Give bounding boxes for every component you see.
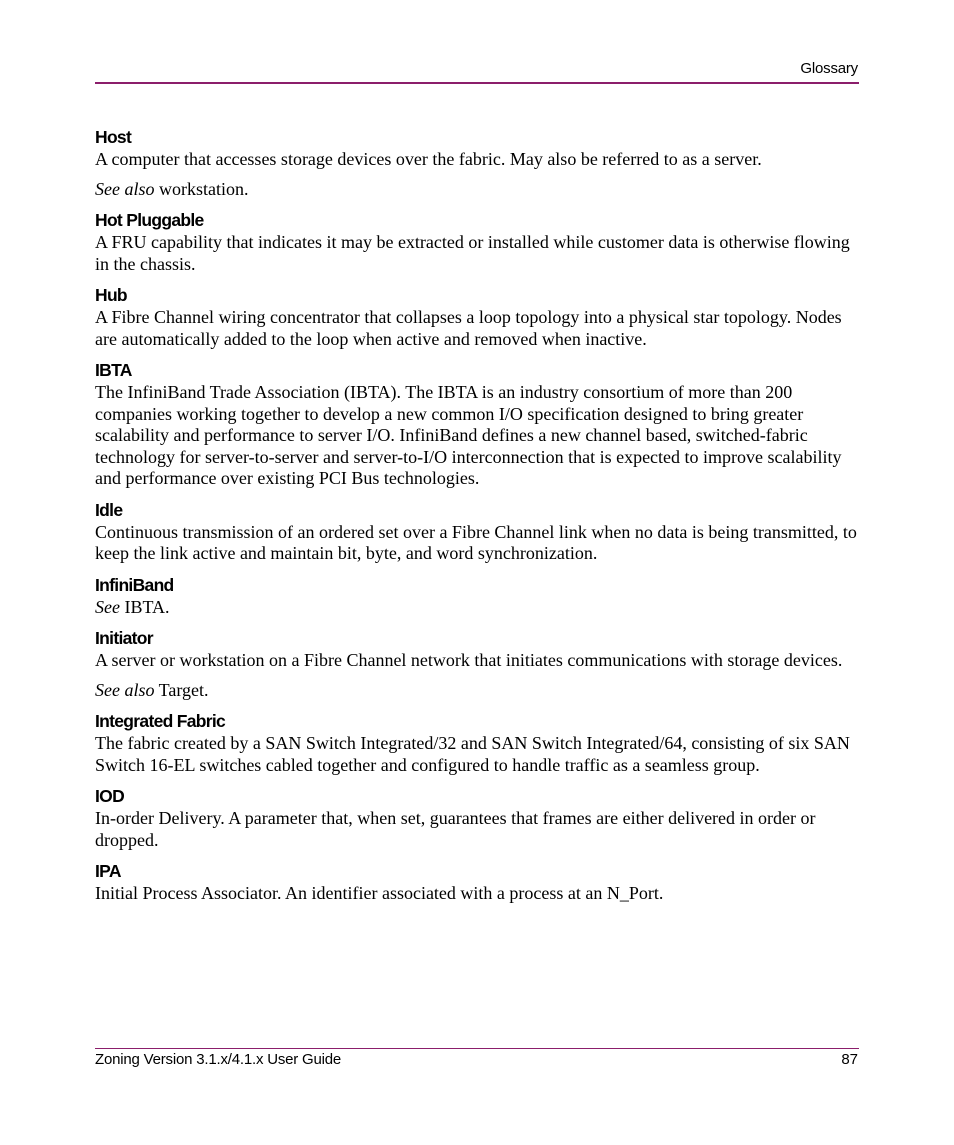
definition-text: The fabric created by a SAN Switch Integrated/32 and SAN Switch Integrated/64, consisting of six SAN Switch 16-EL switches cabled together and configured to handle traffic as a seamless group. — [95, 733, 850, 775]
glossary-entry — [95, 710, 861, 776]
glossary-entry — [95, 574, 861, 619]
definition-text: Continuous transmission of an ordered set over a Fibre Channel link when no data is being transmitted, to keep the link active and maintain bit, byte, and word synchronization. — [95, 521, 857, 563]
glossary-term: InfiniBand — [95, 574, 174, 595]
glossary-entry — [95, 359, 861, 490]
glossary-definition — [95, 179, 861, 201]
cross-reference-label: See — [95, 596, 120, 617]
glossary-definition — [95, 597, 861, 619]
definition-text: Initial Process Associator. An identifier associated with a process at an N_Port. — [95, 883, 664, 903]
cross-reference-label: See also — [95, 178, 155, 199]
glossary-definition — [95, 522, 861, 565]
header-rule — [95, 82, 859, 84]
glossary-term: Host — [95, 127, 132, 147]
glossary-definition — [95, 680, 861, 702]
cross-reference-label: See also — [95, 679, 155, 700]
glossary-term: Integrated Fabric — [95, 711, 226, 731]
glossary-term: Idle — [95, 499, 123, 520]
glossary-definition — [95, 808, 861, 851]
glossary-entry — [95, 284, 861, 350]
definition-text: IBTA. — [119, 596, 170, 617]
definition-text: Target. — [154, 679, 209, 700]
glossary-entry — [95, 860, 861, 905]
footer-rule — [95, 1048, 859, 1049]
glossary-definition — [95, 382, 861, 490]
glossary-term: Initiator — [95, 628, 153, 648]
definition-text: A server or workstation on a Fibre Channel network that initiates communications with storage devices. — [95, 650, 843, 670]
glossary-term: Hot Pluggable — [95, 210, 204, 230]
page-number: 87 — [841, 1051, 858, 1068]
definition-text: In-order Delivery. A parameter that, when set, guarantees that frames are either delivered in order or dropped. — [95, 808, 816, 850]
glossary-entry — [95, 126, 861, 200]
glossary-definition — [95, 883, 861, 905]
glossary-entry — [95, 499, 861, 565]
glossary-term: IOD — [95, 786, 125, 806]
definition-text: workstation. — [154, 178, 249, 199]
glossary-definition — [95, 733, 861, 776]
running-header: Glossary — [800, 60, 858, 77]
footer-document-title: Zoning Version 3.1.x/4.1.x User Guide — [95, 1051, 342, 1068]
glossary-term: Hub — [95, 285, 127, 305]
glossary-term: IBTA — [95, 360, 132, 380]
definition-text: A FRU capability that indicates it may be extracted or installed while customer data is otherwise flowing in the chassis. — [95, 232, 850, 274]
glossary-definition — [95, 307, 861, 350]
glossary-entry — [95, 627, 861, 701]
glossary-definition — [95, 149, 861, 171]
definition-text: The InfiniBand Trade Association (IBTA). The IBTA is an industry consortium of more than 200 companies working together to develop a new common I/O specification designed to bring greater scalability and performance to server I/O. InfiniBand defines a new channel based, switched-fabric technology for server-to-server and server-to-I/O interconnection that is expected to improve scalability and performance over existing PCI Bus technologies. — [95, 382, 842, 488]
glossary-list — [95, 126, 861, 914]
definition-text: A computer that accesses storage devices over the fabric. May also be referred to as a server. — [95, 149, 762, 169]
glossary-term: IPA — [95, 861, 121, 881]
glossary-entry — [95, 785, 861, 851]
glossary-definition — [95, 232, 861, 275]
glossary-entry — [95, 209, 861, 275]
glossary-definition — [95, 650, 861, 672]
definition-text: A Fibre Channel wiring concentrator that collapses a loop topology into a physical star topology. Nodes are automatically added to the loop when active and removed when inactive. — [95, 307, 842, 349]
